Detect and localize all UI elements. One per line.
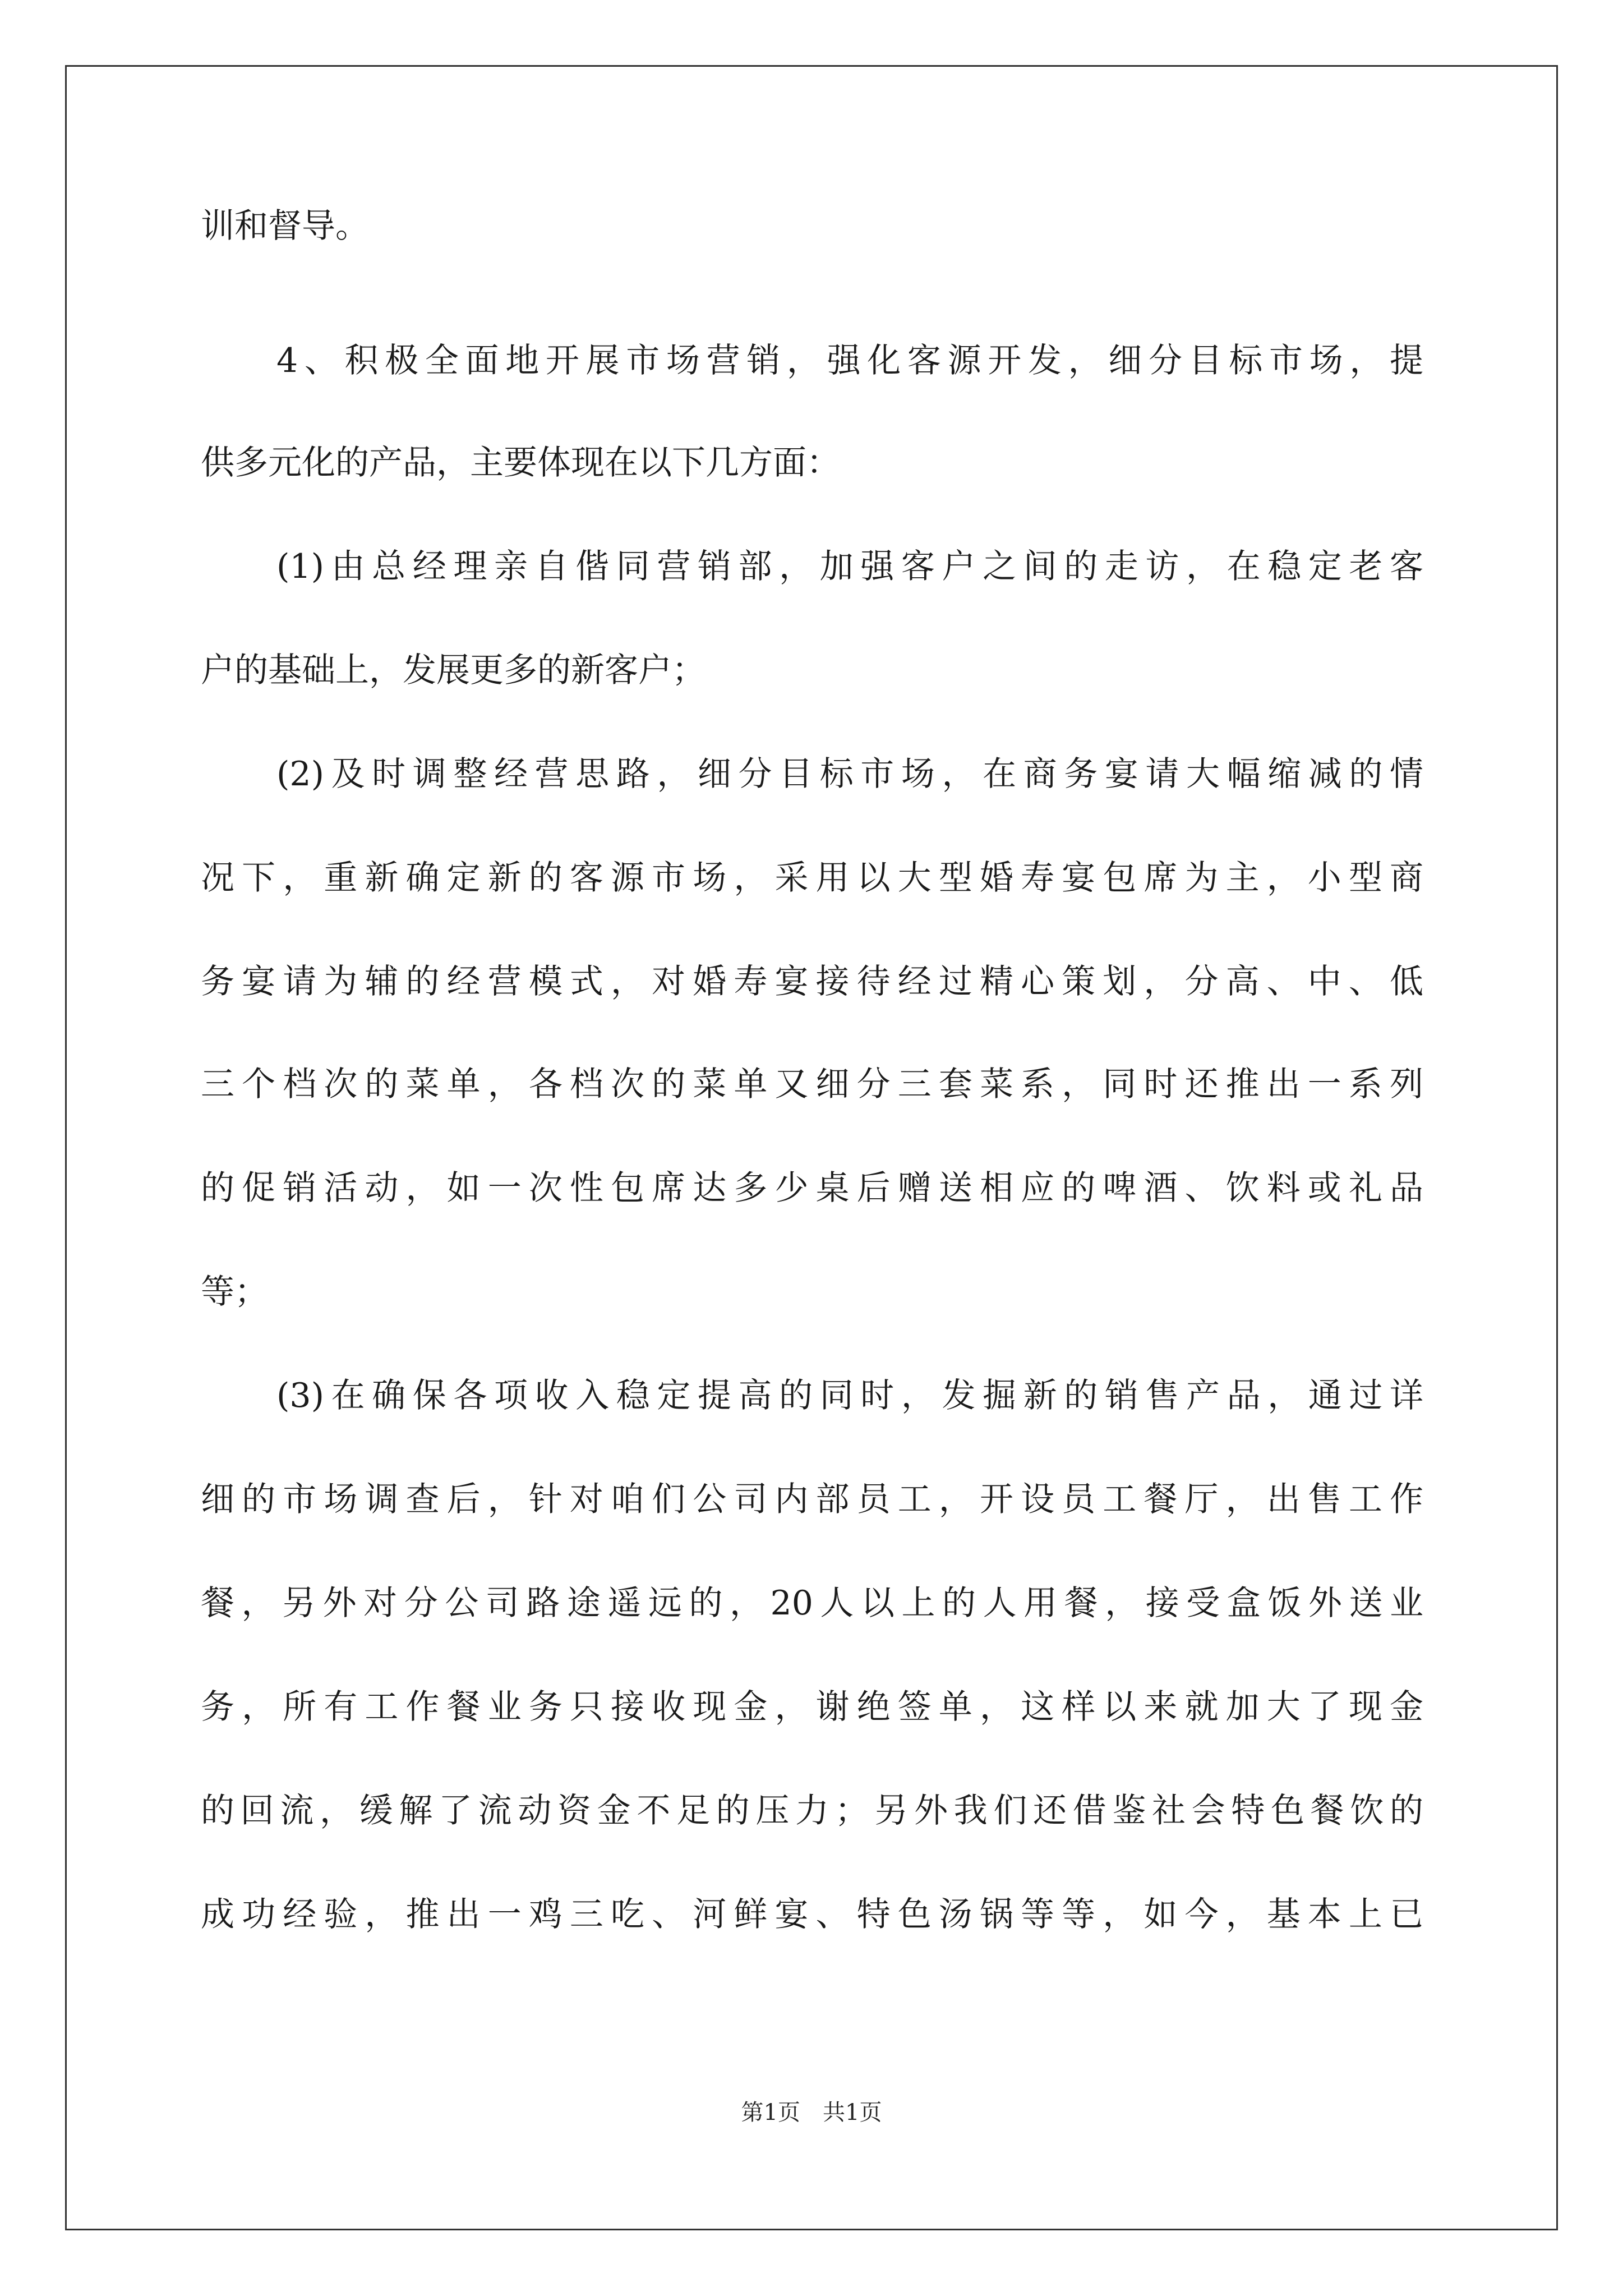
page-number: 第1页 <box>741 2100 800 2125</box>
text-line: 成功经验，推出一鸡三吃、河鲜宴、特色汤锅等等，如今，基本上已 <box>201 1895 1423 1934</box>
text-line: 细的市场调查后，针对咱们公司内部员工，开设员工餐厅，出售工作 <box>201 1480 1423 1519</box>
text-line: (2)及时调整经营思路，细分目标市场，在商务宴请大幅缩减的情 <box>276 754 1423 794</box>
text-line: 的促销活动，如一次性包席达多少桌后赠送相应的啤酒、饮料或礼品 <box>201 1168 1423 1208</box>
text-line: 的回流，缓解了流动资金不足的压力；另外我们还借鉴社会特色餐饮的 <box>201 1791 1423 1830</box>
text-line: 户的基础上，发展更多的新客户； <box>201 651 706 690</box>
text-line: (1)由总经理亲自偕同营销部，加强客户之间的走访，在稳定老客 <box>276 547 1423 586</box>
page-total: 共1页 <box>823 2100 882 2125</box>
text-line: 务，所有工作餐业务只接收现金，谢绝签单，这样以来就加大了现金 <box>201 1687 1423 1727</box>
text-line: 供多元化的产品，主要体现在以下几方面： <box>201 443 840 482</box>
text-line: (3)在确保各项收入稳定提高的同时，发掘新的销售产品，通过详 <box>276 1376 1423 1415</box>
text-line: 务宴请为辅的经营模式，对婚寿宴接待经过精心策划，分高、中、低 <box>201 962 1423 1001</box>
text-line: 三个档次的菜单，各档次的菜单又细分三套菜系，同时还推出一系列 <box>201 1065 1423 1104</box>
text-line: 餐，另外对分公司路途遥远的，20人以上的人用餐，接受盒饭外送业 <box>201 1584 1423 1623</box>
page-footer <box>0 2097 1623 2128</box>
text-line: 4、积极全面地开展市场营销，强化客源开发，细分目标市场，提 <box>276 341 1423 380</box>
text-line: 况下，重新确定新的客源市场，采用以大型婚寿宴包席为主，小型商 <box>201 858 1423 898</box>
text-line: 训和督导。 <box>201 206 369 246</box>
text-line: 等； <box>201 1272 268 1312</box>
